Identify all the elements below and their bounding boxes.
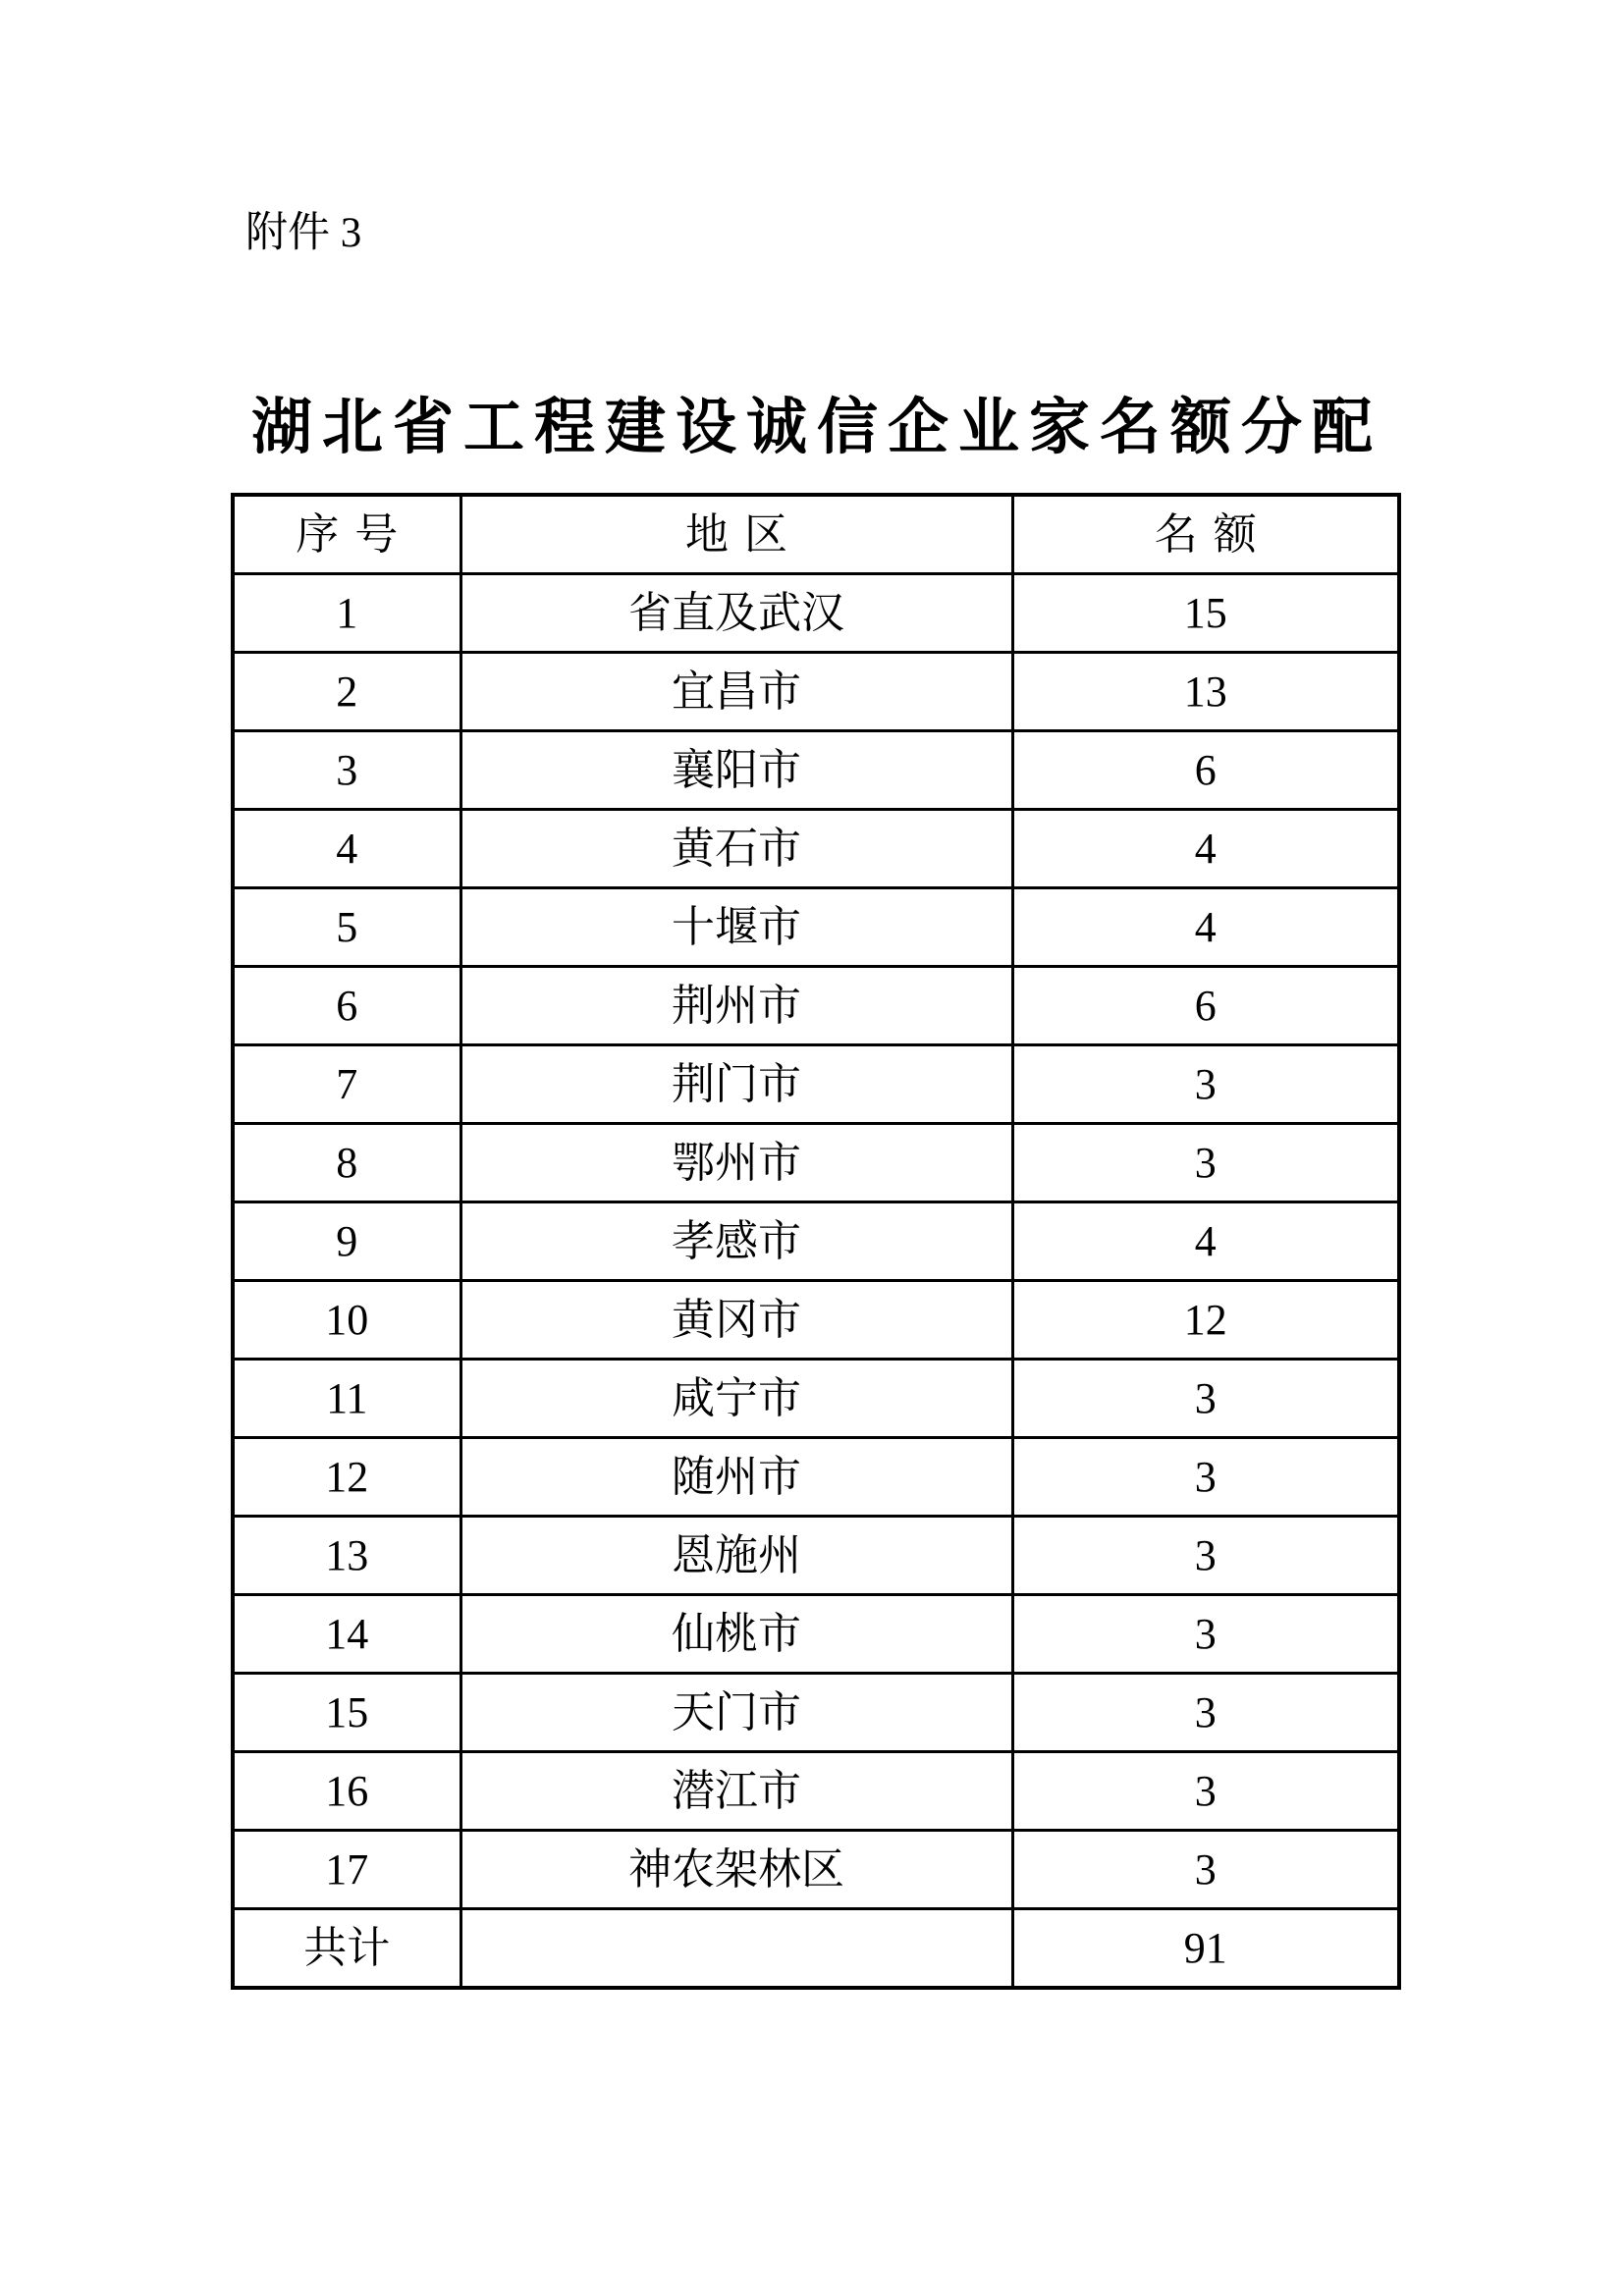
- cell-region: 十堰市: [460, 888, 1012, 967]
- cell-seq: 1: [233, 574, 460, 653]
- cell-seq: 10: [233, 1281, 460, 1360]
- total-region: [460, 1909, 1012, 1989]
- cell-quota: 3: [1012, 1360, 1399, 1438]
- attachment-label: 附件 3: [245, 210, 362, 256]
- cell-quota: 15: [1012, 574, 1399, 653]
- cell-seq: 5: [233, 888, 460, 967]
- quota-table: [231, 493, 1401, 1990]
- cell-quota: 3: [1012, 1438, 1399, 1517]
- table-row: [233, 653, 1399, 731]
- cell-seq: 9: [233, 1202, 460, 1281]
- table-row: [233, 888, 1399, 967]
- cell-region: 神农架林区: [460, 1831, 1012, 1909]
- cell-region: 黄石市: [460, 810, 1012, 888]
- table-row: [233, 574, 1399, 653]
- cell-seq: 15: [233, 1674, 460, 1752]
- cell-region: 仙桃市: [460, 1595, 1012, 1674]
- table-row: [233, 1124, 1399, 1202]
- table-row: [233, 1202, 1399, 1281]
- cell-region: 恩施州: [460, 1517, 1012, 1595]
- cell-seq: 2: [233, 653, 460, 731]
- column-header-region: 地区: [460, 495, 1012, 574]
- table-row: [233, 1595, 1399, 1674]
- cell-region: 鄂州市: [460, 1124, 1012, 1202]
- table-total-row: [233, 1909, 1399, 1989]
- cell-region: 宜昌市: [460, 653, 1012, 731]
- cell-seq: 12: [233, 1438, 460, 1517]
- table-row: [233, 1360, 1399, 1438]
- cell-seq: 8: [233, 1124, 460, 1202]
- cell-region: 荆州市: [460, 967, 1012, 1045]
- table-row: [233, 1045, 1399, 1124]
- cell-quota: 3: [1012, 1045, 1399, 1124]
- cell-seq: 13: [233, 1517, 460, 1595]
- table-row: [233, 967, 1399, 1045]
- cell-region: 潜江市: [460, 1752, 1012, 1831]
- cell-region: 天门市: [460, 1674, 1012, 1752]
- cell-quota: 4: [1012, 888, 1399, 967]
- cell-quota: 13: [1012, 653, 1399, 731]
- cell-seq: 11: [233, 1360, 460, 1438]
- cell-quota: 6: [1012, 967, 1399, 1045]
- table-row: [233, 1517, 1399, 1595]
- cell-quota: 3: [1012, 1674, 1399, 1752]
- cell-quota: 4: [1012, 1202, 1399, 1281]
- column-header-seq: 序号: [233, 495, 460, 574]
- cell-seq: 17: [233, 1831, 460, 1909]
- cell-quota: 3: [1012, 1752, 1399, 1831]
- cell-quota: 3: [1012, 1595, 1399, 1674]
- cell-quota: 3: [1012, 1831, 1399, 1909]
- page-title: 湖北省工程建设诚信企业家名额分配: [250, 394, 1382, 461]
- table-row: [233, 1281, 1399, 1360]
- table-row: [233, 1752, 1399, 1831]
- cell-seq: 6: [233, 967, 460, 1045]
- table-row: [233, 1831, 1399, 1909]
- cell-seq: 16: [233, 1752, 460, 1831]
- cell-quota: 3: [1012, 1517, 1399, 1595]
- total-quota: 91: [1012, 1909, 1399, 1989]
- cell-seq: 7: [233, 1045, 460, 1124]
- table-row: [233, 1438, 1399, 1517]
- cell-quota: 3: [1012, 1124, 1399, 1202]
- cell-region: 省直及武汉: [460, 574, 1012, 653]
- cell-region: 随州市: [460, 1438, 1012, 1517]
- column-header-quota: 名额: [1012, 495, 1399, 574]
- table-header-row: [233, 495, 1399, 574]
- cell-quota: 6: [1012, 731, 1399, 810]
- cell-quota: 12: [1012, 1281, 1399, 1360]
- cell-region: 咸宁市: [460, 1360, 1012, 1438]
- cell-region: 荆门市: [460, 1045, 1012, 1124]
- cell-region: 黄冈市: [460, 1281, 1012, 1360]
- cell-seq: 4: [233, 810, 460, 888]
- cell-seq: 3: [233, 731, 460, 810]
- table-row: [233, 731, 1399, 810]
- cell-region: 孝感市: [460, 1202, 1012, 1281]
- table-row: [233, 810, 1399, 888]
- cell-region: 襄阳市: [460, 731, 1012, 810]
- cell-quota: 4: [1012, 810, 1399, 888]
- total-label: 共计: [233, 1909, 460, 1989]
- table-row: [233, 1674, 1399, 1752]
- cell-seq: 14: [233, 1595, 460, 1674]
